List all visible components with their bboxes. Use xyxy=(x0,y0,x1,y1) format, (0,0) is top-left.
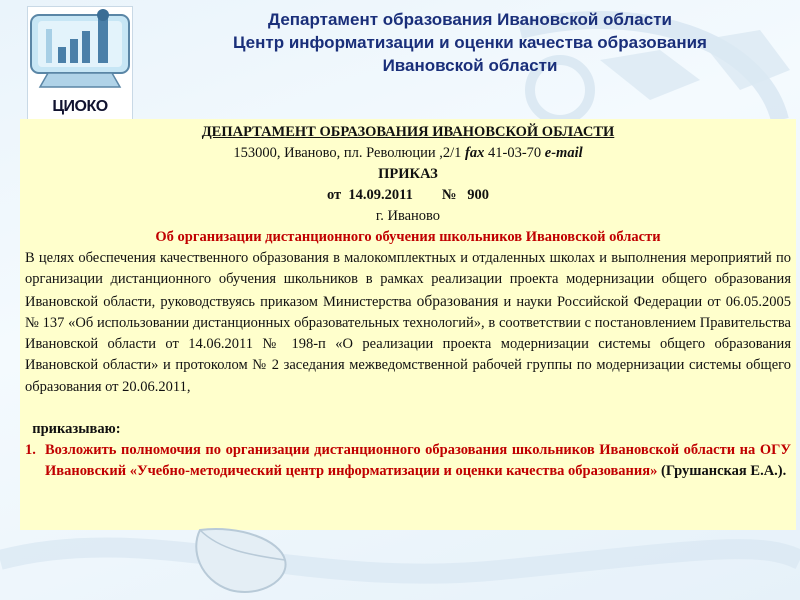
order-command-text: приказываю: xyxy=(32,421,121,438)
bar-chart-monitor-icon xyxy=(28,7,132,97)
order-item-text-red: Возложить полномочия по организации дистанционного образования школьников Ивановской области на ОГУ Ивановский «Учебно-методический центр информатизации и оценки качества образования» xyxy=(45,442,791,480)
order-command xyxy=(25,419,791,440)
order-document xyxy=(20,119,796,530)
order-date-number: от 14.09.2011 № 900 xyxy=(326,187,490,203)
order-item-number: 1. xyxy=(25,442,36,459)
order-title: Об организации дистанционного обучения школьников Ивановской области xyxy=(155,229,661,245)
address-text: 153000, Иваново, пл. Революции ,2/1 xyxy=(233,145,462,161)
preamble-word: образования xyxy=(416,292,499,310)
email-label: e-mail xyxy=(544,145,583,161)
fax-number: 41-03-70 xyxy=(488,145,542,161)
department-name: ДЕПАРТАМЕНТ ОБРАЗОВАНИЯ ИВАНОВСКОЙ ОБЛАСТИ xyxy=(201,124,615,140)
preamble-part-2: и науки Российской Федерации от 06.05.2005 № 137 «Об использовании дистанционных образовательных технологий», в соответствии с постановлением Правительства Ивановской области от 14.06.2011 № 198-п «О реализации проекта модернизации системы общего образования Ивановской области» и протоколом № 2 заседания межведомственной рабочей группы по модернизации системы общего образования от 20.06.2011, xyxy=(25,293,791,395)
header-line-3: Ивановской области xyxy=(382,56,558,75)
order-item-text xyxy=(45,440,791,483)
header-line-2: Центр информатизации и оценки качества образования xyxy=(233,33,707,52)
preamble-part-1: В целях обеспечения качественного образования в малокомплектных и отдаленных школах и выполнения мероприятий по организации дистанционного обучения школьников в рамках реализации проекта модернизации общего образования Ивановской области, руководствуясь приказом Министерства xyxy=(25,250,791,310)
fax-label: fax xyxy=(465,145,485,161)
logo-text: ЦИОКО xyxy=(52,98,108,115)
computer-mouse-icon xyxy=(180,520,300,600)
order-city: г. Иваново xyxy=(375,208,441,224)
page-header xyxy=(150,8,790,77)
order-item-1 xyxy=(25,440,791,483)
address-line xyxy=(25,143,791,164)
order-heading: ПРИКАЗ xyxy=(378,166,438,182)
logo xyxy=(27,6,133,120)
order-item-text-black: (Грушанская Е.А.). xyxy=(657,463,787,480)
order-preamble xyxy=(25,248,791,398)
header-line-1: Департамент образования Ивановской области xyxy=(268,10,672,29)
